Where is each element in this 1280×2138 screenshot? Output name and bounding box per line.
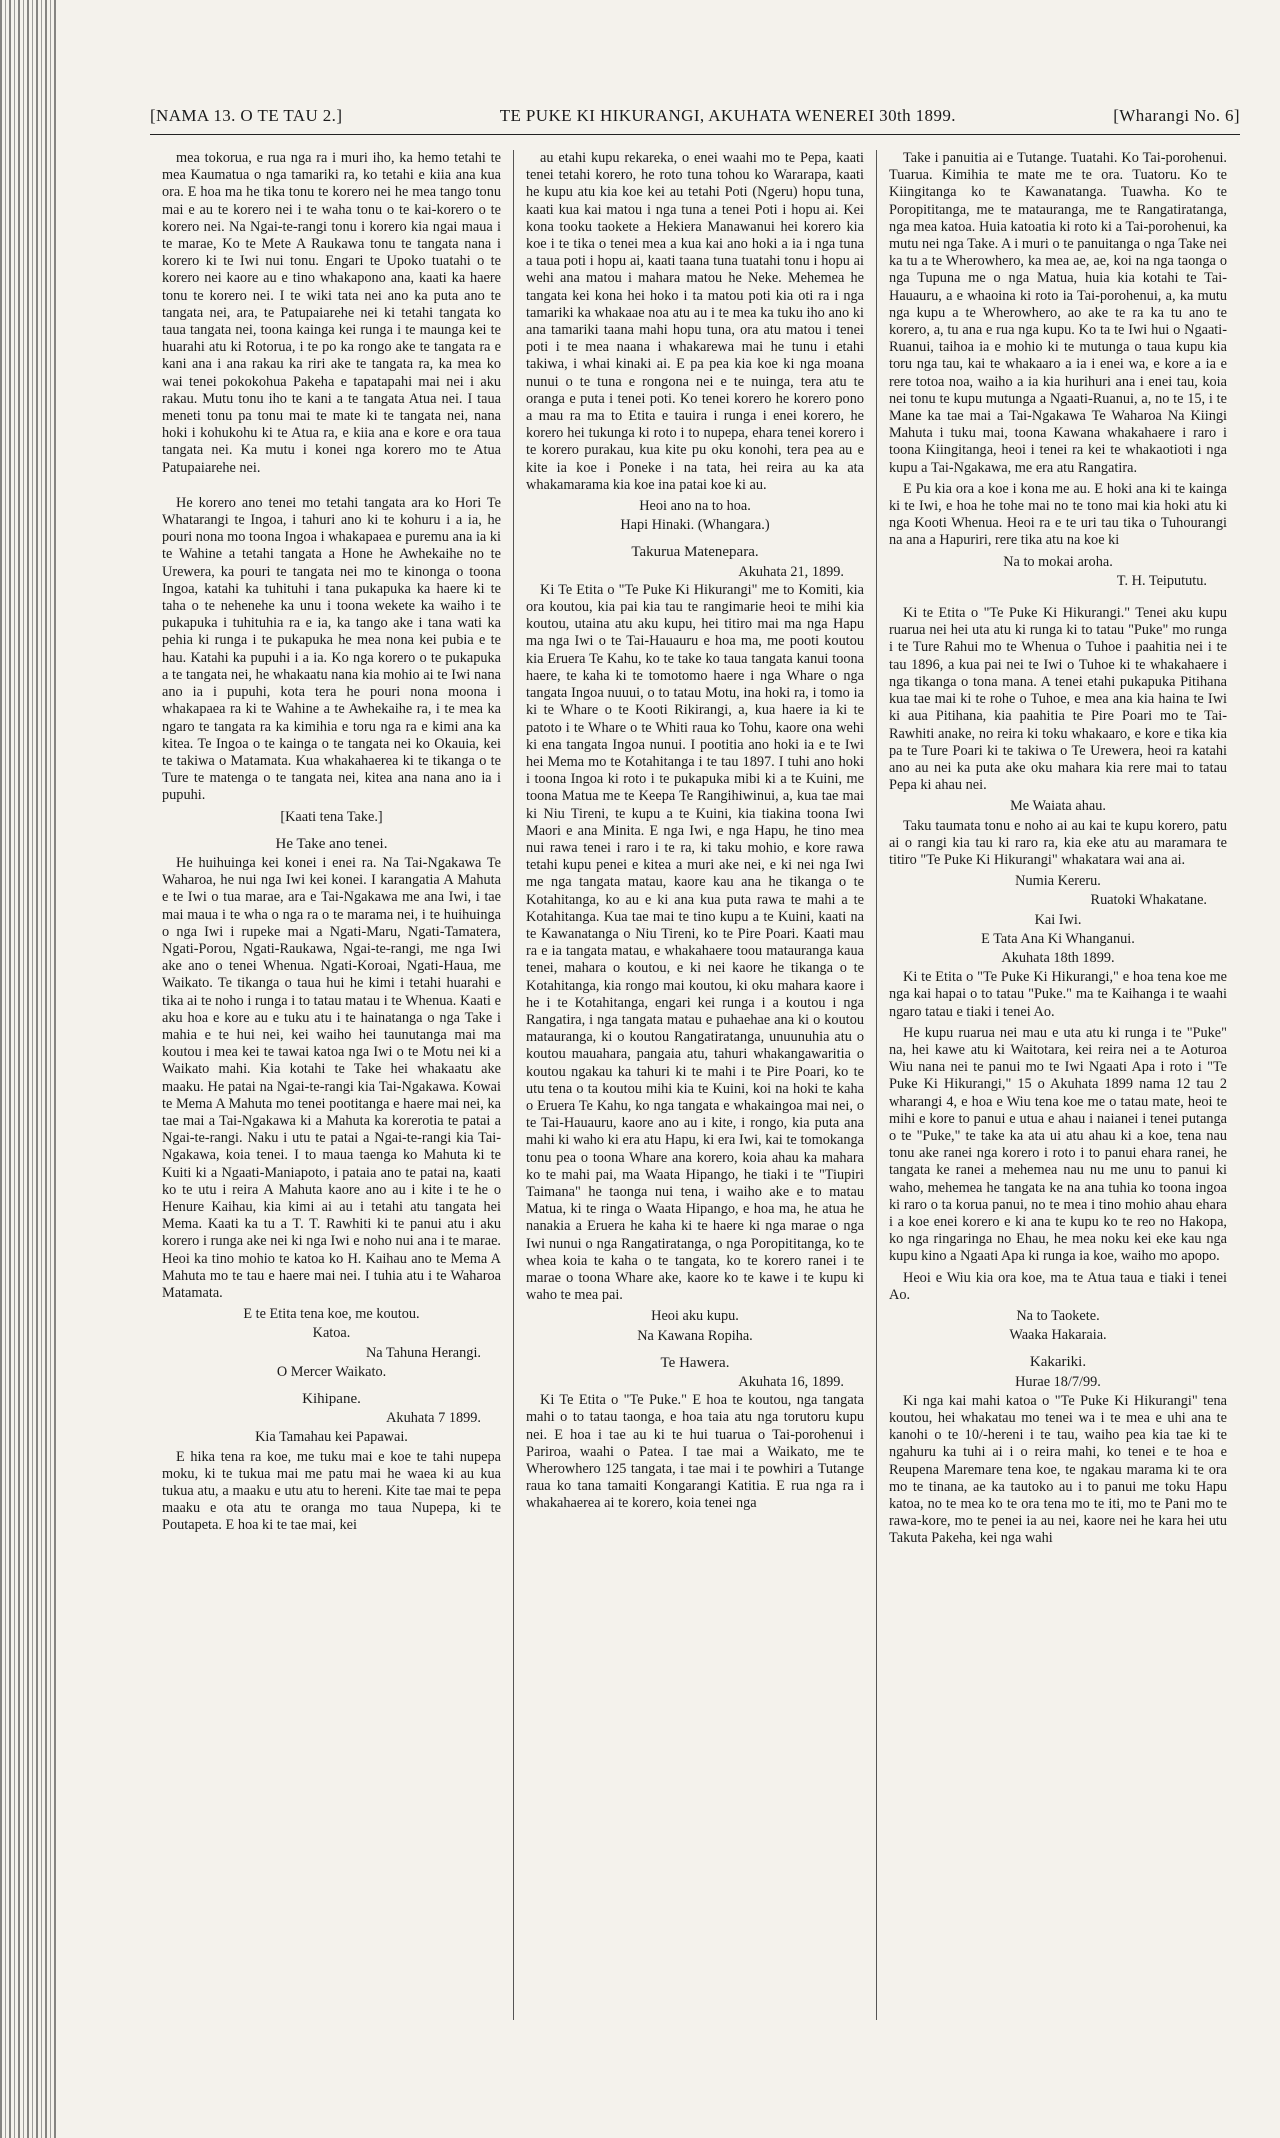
- signoff: Katoa.: [312, 1325, 351, 1342]
- letter-place: Kakariki.: [1029, 1354, 1087, 1371]
- signature: Waaka Hakaraia.: [1009, 1327, 1107, 1344]
- signoff: Heoi aku kupu.: [651, 1308, 739, 1325]
- signoff: Me Waiata ahau.: [1010, 798, 1106, 815]
- letter-place: Kai Iwi.: [1034, 911, 1082, 928]
- page-header: [150, 102, 1240, 135]
- issue-number: [NAMA 13. O TE TAU 2.]: [150, 106, 343, 125]
- paragraph: Ki te Etita o "Te Puke Ki Hikurangi." Tenei aku kupu ruarua nei hei uta atu ki runga ki to tatau "Puke" mo runga i te Ture Rahui mo te Whenua o Tuhoe i paahitia nei i te tau 1896, a kua pai nei te Iwi o Tuhoe ki te whakahaere i nga tikanga o tona mana. A tenei etahi pukapuka Pitihana kua tae mai ki te rohe o Tuhoe, e mea ana kia haina te Iwi ki aua Pitihana, kia paahitia te Pire Poari mo te Tai-Rawhiti anake, no reira ki toku whakaaro, e kore e tika kia pa te Ture Poari ki te takiwa o Te Urewera, heoi ra katahi ano au nei ka puta ake oku mahara kia rere mai to tatau Pepa ki ahau nei.: [889, 605, 1227, 794]
- paragraph: mea tokorua, e rua nga ra i muri iho, ka hemo tetahi te mea Kaumatua o nga tamariki ra, ko tetahi e kiia ana kua ora. E hoa ma he tika tonu te korero nei he mea tango tonu mai e au te korero nei i te waha tonu o te kai-korero o te korero nei. Na Ngai-te-rangi tonu i korero kia ngai maua i te marae, Ko te Mete A Raukawa tonu te tangata nana i korero ki te Iwi nui tonu. Engari te Upoko tuatahi o te korero nei kaore au e tino whakapono ana, kaati ka haere tonu te korero nei. I te wiki tata nei ano ka puta ano te tangata nei, ara, te Patupaiarehe nei ki tetahi tangata ko taua tangata nei, toona kainga kei runga i te maunga kei te huarahi atu ki Rotorua, i te po ka rongo ake te tangata ra e kani ana i ana rakau ka riri ake te tangata ra, ka mea ko wai tenei pokokohua Pakeha e tapatapahi mai nei i aku rakau. Mutu tonu iho te kani a te tangata Atua nei. I taua meneti tonu pa tonu mai te mate ki te tangata nei, nana hoki i kohukohu ki te Atua ra, e kiia ana e kore e ora taua tangata nei. Ka mutu i konei nga korero mo te Atua Patupaiarehe nei.: [162, 150, 501, 476]
- paragraph: He huihuinga kei konei i enei ra. Na Tai-Ngakawa Te Waharoa, he nui nga Iwi kei konei. I karangatia A Mahuta e te Iwi o tua marae, ara e Tai-Ngakawa me ana Iwi, i tae mai maua i te wha o nga ra o te marama nei, i te huihuinga o nga Iwi i rupeke mai a Ngati-Maru, Ngati-Tamatera, Ngati-Porou, Ngati-Raukawa, Ngai-te-rangi, me nga Iwi ake ano o tenei Whenua. Ngati-Koroai, Ngati-Haua, me Waikato. Te tikanga o taua hui he kimi i tetahi huarahi e tika ai te noho i runga i to tatau matau i te Whenua. Kaati e aku hoa e kore au e tuku atu i te hainatanga o nga Take i mahia e te hui nei, kei waiho hei taunutanga mai ma koutou i mea kei te tawai katoa nga Iwi o te Motu nei ki a Waikato mahi. Kia kotahi te Take hei whakaatu ake maaku. He patai na Ngai-te-rangi kia Tai-Ngakawa. Kowai te Mema A Mahuta mo tenei pootitanga e haere mai nei, ka tae mai a Tai-Ngakawa ki a Mahuta ka korerotia te patai a Ngai-te-rangi. Naku i utu te patai a Ngai-te-rangi kia Tai-Ngakawa, koia tenei. I to maua taenga ko Mahuta ki te Kuiti ki a Ngaati-Maniapoto, i pataia ano te patai na, kaati ko te utu i reira A Mahuta kaore ano au i kite i te he o Henure Kaihau, kia kimi ai au i tetahi atu tangata hei Mema. Kaati ka tu a T. T. Rawhiti ki te panui atu i aku korero i runga ake nei ki nga Iwi e noho nui ana i te marae. Heoi ka tino mohio te katoa ko H. Kaihau ano te Mema A Mahuta mo te tau e haere mai nei. I tuhia atu i te Waharoa Matamata.: [162, 854, 501, 1301]
- paragraph: E hika tena ra koe, me tuku mai e koe te tahi nupepa moku, ki te tukua mai me patu mai he waea ki au kua tukua atu, a maaku e utu atu to hereni. Kite tae mai te pepa maaku e ota atu te oranga mo taua Nupepa, ki te Poutapeta. E hoa ki te tae mai, kei: [162, 1448, 501, 1534]
- paragraph: He kupu ruarua nei mau e uta atu ki runga i te "Puke" na, hei kawe atu ki Waitotara, kei reira nei a te Aoturoa Wiu nana nei te panui mo te Iwi Ngaati Apa i roto i "Te Puke Ki Hikurangi," 15 o Akuhata 1899 nama 12 tau 2 wharangi 4, e hoa e Wiu tena koe me o tatau mate, heoi te mihi e kore to panui e utua e ahau i naianei i tenei putanga o te "Puke," te take ka ata ui atu ahau ki a koe, tena nau tonu ake ranei nga korero i roto i to panui ehara ranei, he tangata ke ranei a mehemea nau nu me unu to panui ki waho, mehemea he tangata ke na ana tuhia ko toona ingoa ki raro o ta korua panui, no te mea i tino mohio ahau ehara i a koe enei korero e ki ana te kupu ko te reo no Hakopa, ko nga ringaringa no Ehau, he mea noku kei eke kau nga kupu kino a Ngaati Apa ki runga ia koe, waiho mo apopo.: [889, 1024, 1227, 1265]
- column-2: [513, 150, 876, 2020]
- paragraph: E Pu kia ora a koe i kona me au. E hoki ana ki te kainga ki te Iwi, e hoa he tohe mai no te tono mai kia hoki atu ki nga Kooti Whenua. Heoi ra e te uri tau tika o Tuhourangi na ana a Hapuriri, rere tika atu na koe ki: [889, 480, 1227, 549]
- signature: T. H. Teipututu.: [1116, 572, 1207, 589]
- masthead-title: TE PUKE KI HIKURANGI, AKUHATA WENEREI 30th 1899.: [499, 106, 956, 125]
- signoff: Na to Taokete.: [1016, 1308, 1100, 1324]
- signature-place: O Mercer Waikato.: [276, 1363, 387, 1380]
- letter-place-detail: E Tata Ana Ki Whanganui.: [981, 930, 1135, 947]
- paragraph: Ki te Etita o "Te Puke Ki Hikurangi," e hoa tena koe me nga kai hapai o to tatau "Puke." ma te Kaihanga i te waahi ngaro tatau e tiaki i tenei Ao.: [889, 969, 1227, 1020]
- paragraph: Ki Te Etita o "Te Puke Ki Hikurangi" me to Komiti, kia ora koutou, kia pai kia tau te rangimarie heoi te mihi kia koutou, utaina atu aku kupu, hei titiro mai ma nga Hapu ma nga Iwi o te Tai-Hauauru e hoa ma, me pooti koutou kia Eruera Te Kahu, ko te take ko taua tangata kanui toona haere, te kaha ki te tomotomo haere i nga Whare o nga tangata Ingoa nuuui, o to tatau Motu, ina hoki ra, i tomo ia ki te Whare o te Kooti Rikirangi, a, kua haere ia ki te patoto i te Whare o te Whiti raua ko Tohu, kaore ona wehi ki ena tangata Ingoa nunui. I pootitia ano hoki ia e te Iwi hei Mema mo te Kotahitanga i te tau 1897. I tuhi ano hoki i toona Ingoa ki roto i te pukapuka mibi ki a te Kuini, me toona Matua me te Keepa Te Rangihiwinui, a, kua tae mai ki Niu Tireni, te kupu a te Kuini, kia tiakina toona Iwi Maori e ana Minita. E nga Iwi, e nga Hapu, he tino mea nui rawa tenei i raro i te ra, ki taku mohio, e kore rawa tetahi kupu penei e kitea a muri ake nei, e ki nei nga Iwi me nga tangata matau, kaore kau ana he tikanga o te Kotahitanga, ko au e ki ana kua puta rawa te mahi a te Kotahitanga. Kua tae mai te tino kupu a te Kuini, kaati na te Kawanatanga o Niu Tireni, ko te Pire Poari. Kaati mau ra e ia tangata matau, e whakahaere toou matauranga kaua tenei, mahara o koutou, e ki nei kaore he tikanga o te Kotahitanga, kia rongo mai koutou, ki oku mahara kaore i he i te Kotahitanga, engari kei runga i a koutou i nga Rangatira, i nga tangata matau e puhaehae ana ki o koutou matauranga, ki o koutou Rangatiratanga, unuunuhia atu o koutou mauahara, pangaia atu, tahuri whakangawaritia o koutou ngakau ka tahuri ki te mahi i te Pire Poari, ko te utu tena o ta koutou mihi kia te Kuini, koi na hoki te kaha o Eruera Te Kahu, ko nga tangata e whakaingoa mai nei, o te Tai-Hauauru, kaore ano au i kite, i rongo, kia puta ana mahi ki waho ki era atu Hapu, ki era Iwi, kai te tomokanga tonu pea o toona Whare ana korero, koia ahau ka mahara ko te mahi pai, ma Waata Hipango, he tiaki i te "Tiupiri Taimana" he taonga nui tena, i waiho ake e to matau Matua, ki te ringa o Waata Hipango, e hoa ma, he atua he nanakia a Eruera he kaha ki te haere ki nga marae o nga Iwi nunui o nga Rangatiratanga, o nga Poropititanga, ko te whea koia te kaha o te tangata, ko te korero ranei i te marae o toona Whare ake, kaore ko te kawe i te kupu ki waho te mea pai.: [526, 581, 864, 1304]
- letter-addressee: Kia Tamahau kei Papawai.: [255, 1429, 408, 1446]
- paragraph: Ki nga kai mahi katoa o "Te Puke Ki Hikurangi" tena koutou, hei whakatau mo tenei wa i te mea e uhi ana te kanohi o te 10/-hereni i te tau, waiho pea kia tae ki te ngahuru ka tuhi ai i o reira mahi, ko tenei e te hoa e Reupena Maremare tena koe, te ngakau marama ki te ora mo te tinana, ae ka tautoko au i to panui me toku Hapu katoa, no te mea ko te ora tena mo te iti, mo te Pani mo te rawa-kore, mo te penei ia au nei, kaore nei he kara hei utu Takuta Pakeha, kei nga wahi: [889, 1392, 1227, 1547]
- letter-date: Akuhata 7 1899.: [386, 1410, 481, 1427]
- column-3: [876, 150, 1239, 2020]
- letter-date: Akuhata 16, 1899.: [738, 1374, 844, 1391]
- signoff: Na to mokai aroha.: [1003, 553, 1113, 570]
- signature: Na Kawana Ropiha.: [637, 1327, 753, 1344]
- section-note: [Kaati tena Take.]: [280, 808, 383, 825]
- article-columns: [150, 150, 1240, 2020]
- signature: Numia Kereru.: [1015, 873, 1101, 890]
- paragraph: He korero ano tenei mo tetahi tangata ara ko Hori Te Whatarangi te Ingoa, i tahuri ano ki te kohuru i a ia, he pouri nona mo toona Ingoa i whakapaea e puremu ana ia ki te Wahine a tetahi tangata a Hone he Awhekaihe no te Urewera, ka pouri te tangata nei mo te kinonga o toona Ingoa, katahi ka tuhituhi i tana pukapuka ka haere ki te taha o te nehenehe ka unu i toona wekete ka waiho i te pukapuka i tuhituhia ra e ia, ka tango ake i tana wati ka pehia ki runga i te pukapuka he mea nona kei pubia e te hau. Katahi ka pupuhi i a ia. Ko nga korero o te pukapuka a te tangata nei, he whakaatu nana kia mohio ai te Iwi nana ano ia i pupuhi, kota tera he pouri nona moona i whakapaea ra ki te Wahine a te Awhekaihe ra, i te mea ka ngaro te tangata ra ka kimihia e toru nga ra e kimi ana ka kitea. Te Ingoa o te kainga o te tangata nei ko Okauia, kei te takiwa o Matamata. Kua whakahaerea ki te tikanga o te Ture te matenga o te tangata nei, kitea ana nana ano ia i pupuhi.: [162, 494, 501, 804]
- column-1: [150, 150, 513, 2020]
- page-number: [Wharangi No. 6]: [1113, 106, 1240, 125]
- letter-date: Hurae 18/7/99.: [1015, 1373, 1101, 1390]
- letter-date: Akuhata 21, 1899.: [738, 563, 844, 580]
- page-binding-edge: [0, 0, 56, 2138]
- signature-place: Ruatoki Whakatane.: [1090, 892, 1207, 909]
- letter-place: Kihipane.: [302, 1391, 361, 1408]
- poem: Taku taumata tonu e noho ai au kai te kupu korero, patu ai o rangi kia tau ki raro ra, kia eke atu au maramara te titiro "Te Puke Ki Hikurangi" whakatara wai ana ai.: [889, 817, 1227, 868]
- signature: Hapi Hinaki. (Whangara.): [620, 517, 770, 534]
- signoff: Heoi ano na to hoa.: [639, 498, 751, 515]
- section-heading: He Take ano tenei.: [275, 835, 388, 852]
- paragraph: Ki Te Etita o "Te Puke." E hoa te koutou, nga tangata mahi o to tatau taonga, e hoa taia atu nga torutoru kupu nei. E hoa i tae au ki te hui tuarua o Tai-porohenui i Pariroa, waahi o Patea. I tae mai a Waikato, me te Wherowhero 125 tangata, i tae mai i te powhiri a Tutange raua ko tana tamaiti Kongarangi Katitia. E rua nga ra i whakahaerea ai te korero, koia tenei nga: [526, 1392, 864, 1512]
- letter-place: Te Hawera.: [660, 1354, 730, 1371]
- letter-place: Takurua Matenepara.: [631, 544, 759, 561]
- paragraph: Heoi e Wiu kia ora koe, ma te Atua taua e tiaki i tenei Ao.: [889, 1269, 1227, 1303]
- letter-date: Akuhata 18th 1899.: [1001, 949, 1115, 966]
- paragraph: au etahi kupu rekareka, o enei waahi mo te Pepa, kaati tenei tetahi korero, he roto tuna tohou ko Wararapa, kaati he kupu atu kia koe kei au tetahi Poti (Ngeru) hopu tuna, kaati kua kai matou i nga tuna a tenei Poti i hopu ai. Kei kona tooku taokete a Hekiera Manawanui hei korero kia koe i te tika o tenei mea a kua kai ano hoki a ia i nga tuna a taua poti i hopu ai, kaati taana tuna tuatahi tonu i hopu ai wehi ana matou i mahara matou he Neke. Mehemea he tangata kei kona hei hoko i ta matou poti kia oti ra i nga tamariki ka whakaae noa atu au i te mea ka tuku iho ano ki ana tamariki taana mahi hopu tuna, ora atu matou i tenei poti i te mea naana i whakarewa mai he tunu i etahi takiwa, i whai kinaki ai. E pa pea kia koe ki nga moana nunui o te tuna e rongona nei e te nuinga, tera atu te oranga e puta i tenei poti. Ko tenei korero he korero pono a mau ra ma to Etita e tauira i runga i enei korero, he korero hei tukunga ki roto i to nupepa, ehara tenei korero i te korero purakau, kua kite pu oku konohi, tera pea au e kite ia koe i Poneke i na tata, hei reira au ka ata whakamarama kia koe ina patai koe ki au.: [526, 150, 864, 493]
- paragraph: Take i panuitia ai e Tutange. Tuatahi. Ko Tai-porohenui. Tuarua. Kimihia te mate me te ora. Tuatoru. Ko te Kiingitanga ko te Kawanatanga. Tuawha. Ko te Poropititanga, me te matauranga, me te Rangatiratanga, nga mea katoa. Huia katoatia ki roto ki a Tai-porohenui, ka mutu nei nga Take. A i muri o te panuitanga o nga Take nei ka tu a te Wherowhero, ka mea ae, ae, koi na nga taonga o nga Tupuna me o nga Matua, huia kia kotahi te Tai-Hauauru, a e whaoina ki roto ia Tai-porohenui, a, ka mutu nga kupu a te Wherowhero, ao ake te ra ka tu ano te korero, a, tu ana e rua nga kupu. Ko ta te Iwi hui o Ngaati-Ruanui, taihoa ia e mohio ki te mutunga o taua kupu kia toru nga tau, kai te whakaaro a ia i enei wa, e kore a ia e rere totoa noa, waiho a ia kia hurihuri ana i enei tau, koia nei tonu te kupu mutunga a Ngaati-Ruanui, a, no te 15, i te Mane ka tae mai a Tai-Ngakawa Te Waharoa Na Kiingi Mahuta i tuku mai, toona Kawana whakahaere i raro i toona Kiingitanga, heoi i tenei ra kei te whakaotioti i nga kupu a Tai-Ngakawa, me era atu Rangatira.: [889, 150, 1227, 476]
- signoff: E te Etita tena koe, me koutou.: [243, 1306, 420, 1323]
- signature: Na Tahuna Herangi.: [365, 1344, 481, 1361]
